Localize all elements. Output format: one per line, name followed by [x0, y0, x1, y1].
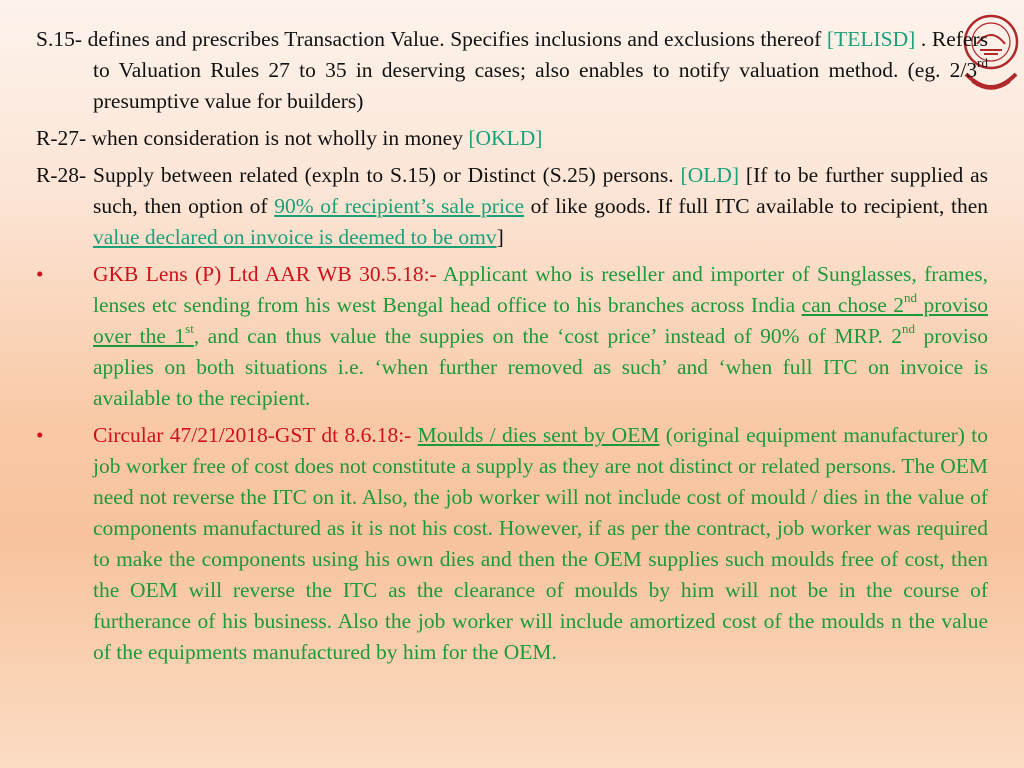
telisd-tag: [TELISD] — [826, 27, 916, 51]
slide-content — [36, 24, 988, 674]
invoice-omv-text: value declared on invoice is deemed to be omv — [93, 225, 497, 249]
recipient-sale-price-text: 90% of recipient’s sale price — [274, 194, 525, 218]
gkb-lens-bullet: • GKB Lens (P) Ltd AAR WB 30.5.18:- Applicant who is reseller and importer of Sunglasses, frames, lenses etc sending from his west Bengal head office to his branches across India can chose 2nd proviso over the 1st, and can thus value the suppies on the ‘cost price’ instead of 90% of MRP. 2nd proviso applies on both situations i.e. ‘when further removed as such’ and ‘when full ITC on invoice is available to the recipient. — [36, 259, 988, 414]
case-title: GKB Lens (P) Ltd AAR WB 30.5.18:- — [93, 262, 437, 286]
bullet-marker: • — [36, 423, 44, 447]
circular-title: Circular 47/21/2018-GST dt 8.6.18:- — [93, 423, 412, 447]
moulds-underline: Moulds / dies sent by OEM — [417, 423, 660, 447]
r28-paragraph: R-28- Supply between related (expln to S.15) or Distinct (S.25) persons. [OLD] [If to be further supplied as such, then option of 90% of recipient’s sale price of like goods. If full ITC available to recipient, then value declared on invoice is deemed to be omv] — [36, 163, 988, 249]
old-tag: [OLD] — [680, 163, 740, 187]
okld-tag: [OKLD] — [468, 126, 543, 150]
circular-bullet: • Circular 47/21/2018-GST dt 8.6.18:- Moulds / dies sent by OEM (original equipment manufacturer) to job worker free of cost does not constitute a supply as they are not distinct or related persons. The OEM need not reverse the ITC on it. Also, the job worker will not include cost of mould / dies in the value of components manufactured as it is not his cost. However, if as per the contract, job worker was required to make the components using his own dies and then the OEM supplies such moulds free of cost, then the OEM will reverse the ITC as the clearance of moulds by him will not be in the course of furtherance of his business. Also the job worker will include amortized cost of the moulds n the value of the equipments manufactured by him for the OEM. — [36, 420, 988, 668]
bullet-marker: • — [36, 262, 44, 286]
r27-paragraph: R-27- when consideration is not wholly in money [OKLD] — [36, 126, 543, 150]
s15-paragraph: S.15- defines and prescribes Transaction Value. Specifies inclusions and exclusions thereof [TELISD] . Refers to Valuation Rules 27 to 35 in deserving cases; also enables to notify valuation method. (eg. 2/3rd presumptive value for builders) — [36, 27, 988, 113]
proviso-underline: can chose 2nd proviso over the 1st — [93, 289, 989, 348]
